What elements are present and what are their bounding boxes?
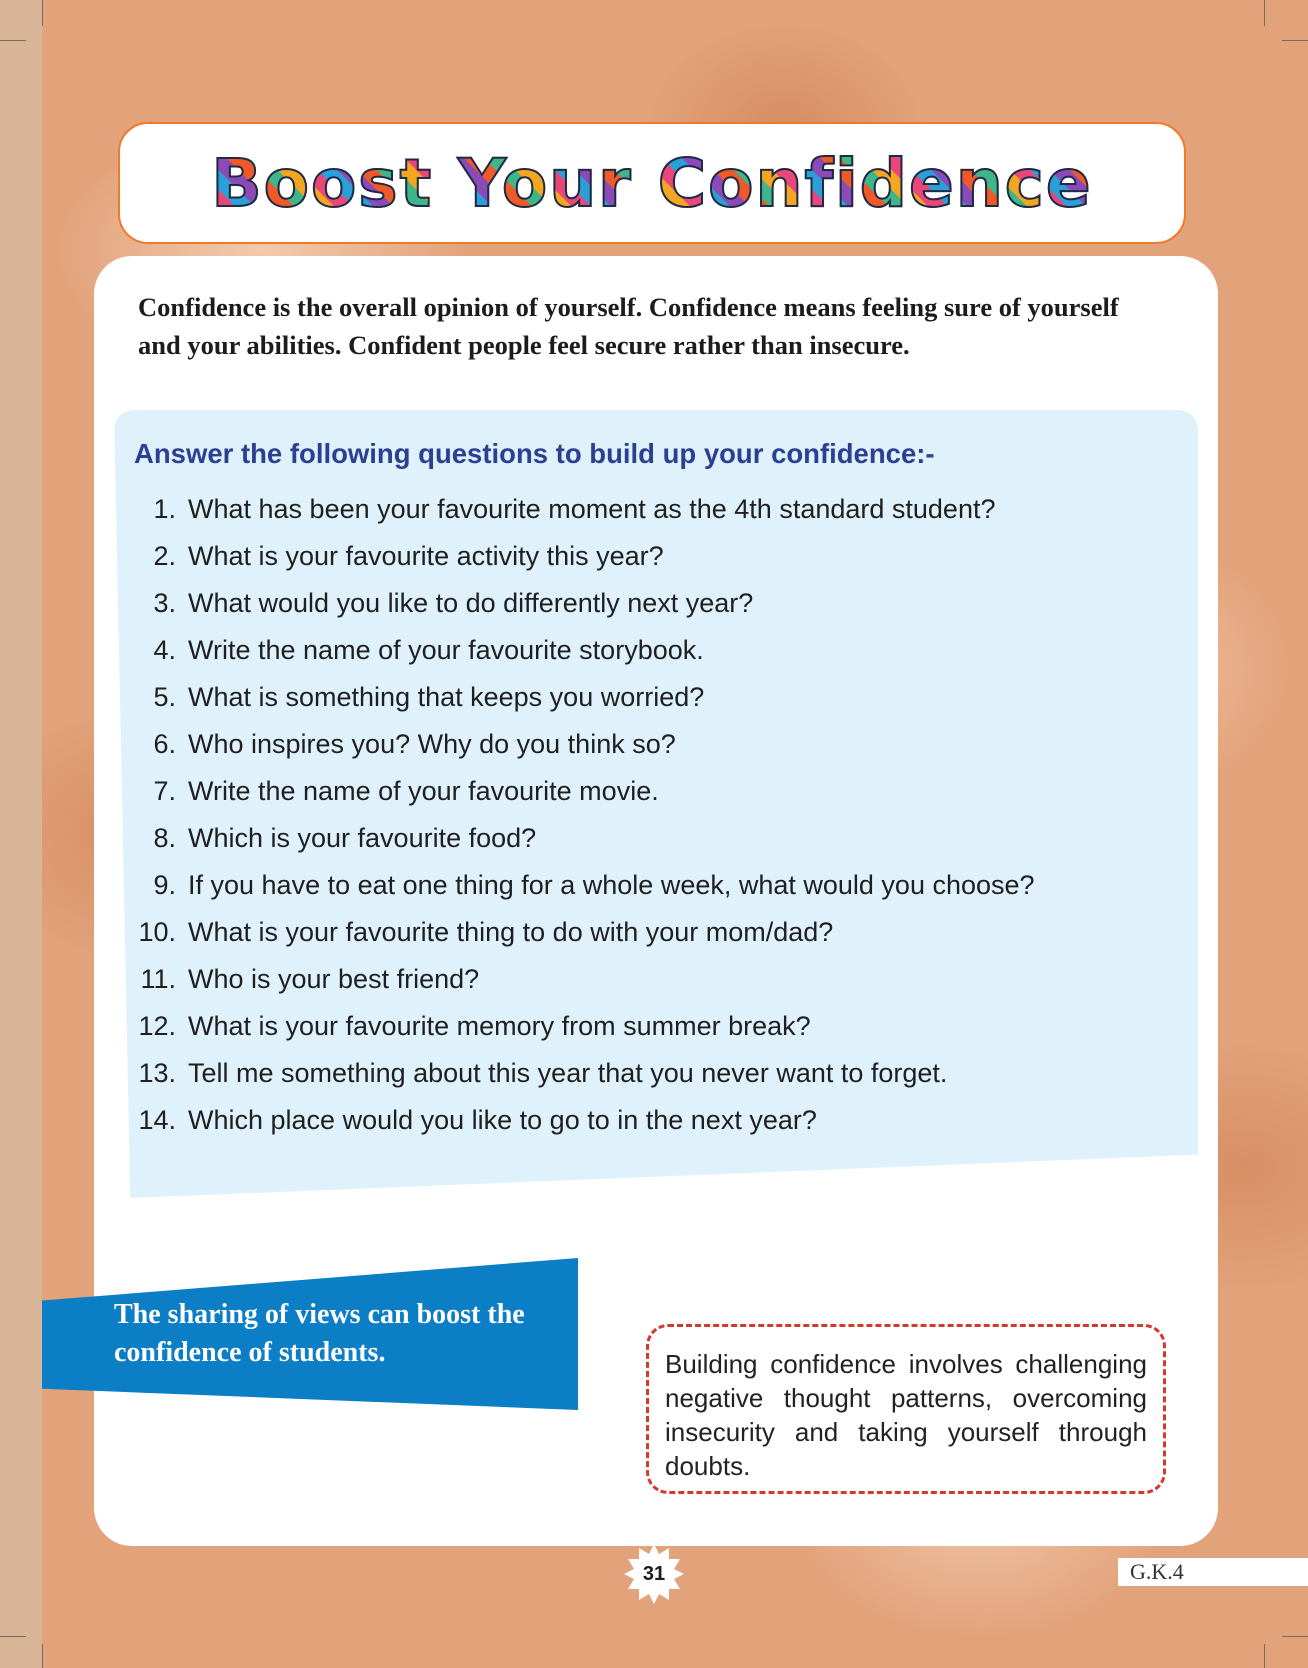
question-number: 13. [138, 1058, 176, 1088]
question-number: 3. [153, 588, 176, 618]
crop-mark [1264, 0, 1265, 26]
question-text: Tell me something about this year that you never want to forget. [188, 1058, 948, 1088]
question-item [130, 862, 1035, 909]
question-text: If you have to eat one thing for a whole week, what would you choose? [188, 870, 1035, 900]
question-item [130, 674, 1035, 721]
question-number: 9. [153, 870, 176, 900]
question-item [130, 768, 1035, 815]
question-text: Which is your favourite food? [188, 823, 537, 853]
question-number: 4. [153, 635, 176, 665]
crop-mark [42, 1644, 43, 1668]
book-code: G.K.4 [1118, 1558, 1308, 1586]
question-number: 11. [140, 964, 176, 994]
question-item [130, 909, 1035, 956]
question-number: 14. [138, 1105, 176, 1135]
question-text: Which place would you like to go to in the next year? [188, 1105, 817, 1135]
question-text: What would you like to do differently next year? [188, 588, 754, 618]
question-text: What has been your favourite moment as the 4th standard student? [188, 494, 996, 524]
crop-mark [42, 0, 43, 26]
crop-mark [1282, 1636, 1308, 1637]
question-item [130, 627, 1035, 674]
questions-heading: Answer the following questions to build up your confidence:- [134, 438, 935, 469]
question-number: 1. [153, 494, 176, 524]
question-number: 7. [153, 776, 176, 806]
question-text: What is your favourite thing to do with your mom/dad? [188, 917, 834, 947]
question-text: Who is your best friend? [188, 964, 480, 994]
question-item [130, 1003, 1035, 1050]
title-box [118, 122, 1186, 244]
page-number-badge [622, 1542, 686, 1606]
question-text: What is your favourite activity this year? [188, 541, 664, 571]
question-number: 5. [153, 682, 176, 712]
crop-mark [0, 1636, 26, 1637]
question-text: What is your favourite memory from summer break? [188, 1011, 811, 1041]
question-item [130, 580, 1035, 627]
note-text: Building confidence involves challenging negative thought patterns, overcoming insecurity and taking yourself through doubts. [665, 1349, 1147, 1481]
crop-mark [0, 40, 26, 41]
question-number: 6. [153, 729, 176, 759]
question-item [130, 815, 1035, 862]
question-item [130, 1097, 1035, 1144]
question-item [130, 721, 1035, 768]
question-text: Who inspires you? Why do you think so? [188, 729, 676, 759]
note-box [646, 1324, 1166, 1494]
intro-paragraph: Confidence is the overall opinion of yourself. Confidence means feeling sure of yourself and your abilities. Confident people feel secure rather than insecure. [138, 292, 1119, 360]
question-item [130, 1050, 1035, 1097]
page-title: Boost Your Confidence [211, 144, 1093, 222]
question-number: 10. [138, 917, 176, 947]
crop-mark [1282, 40, 1308, 41]
question-text: Write the name of your favourite storybook. [188, 635, 704, 665]
tip-banner-text: The sharing of views can boost the confidence of students. [114, 1299, 525, 1368]
page-edge-strip [0, 0, 42, 1668]
question-number: 12. [138, 1011, 176, 1041]
question-text: What is something that keeps you worried? [188, 682, 705, 712]
question-text: Write the name of your favourite movie. [188, 776, 659, 806]
question-number: 8. [153, 823, 176, 853]
crop-mark [1264, 1644, 1265, 1668]
page-number: 31 [642, 1562, 666, 1585]
questions-list [130, 486, 1035, 1144]
question-item [130, 533, 1035, 580]
question-number: 2. [153, 541, 176, 571]
question-item [130, 956, 1035, 1003]
question-item [130, 486, 1035, 533]
